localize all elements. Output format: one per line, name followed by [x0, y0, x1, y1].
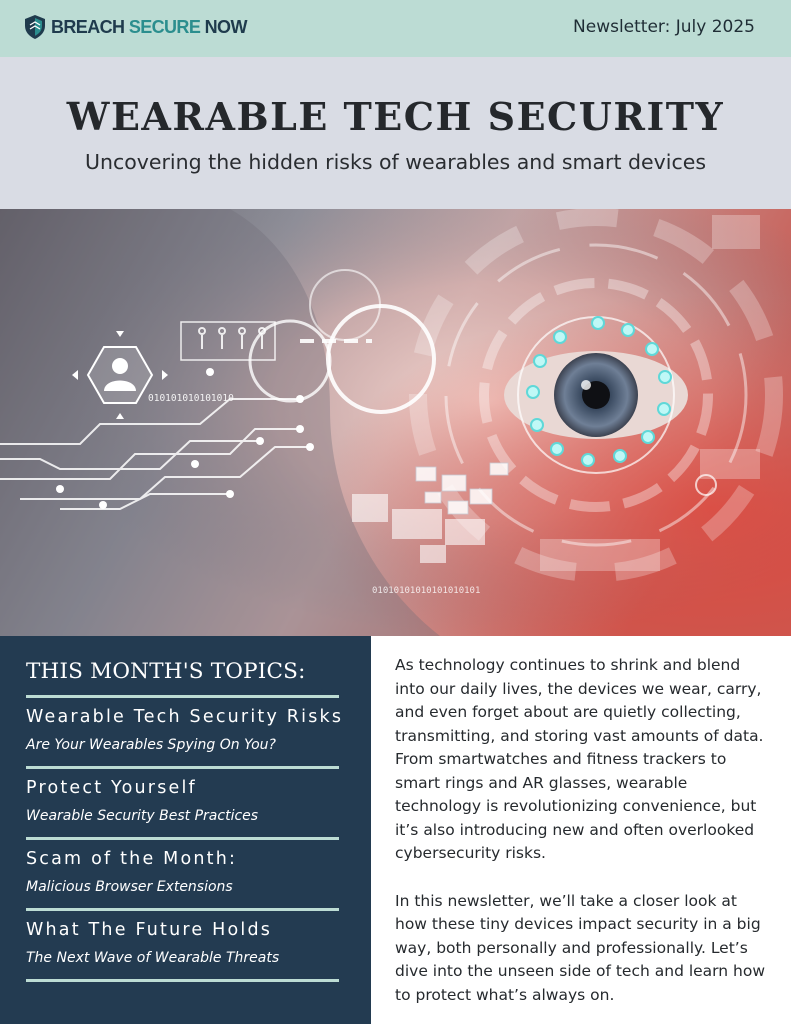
issue-date: Newsletter: July 2025 — [573, 17, 755, 37]
top-bar — [0, 0, 791, 57]
topic-title-4: What The Future Holds — [26, 920, 273, 940]
brand-word-2: SECURE — [128, 16, 201, 37]
intro-paragraph-1: As technology continues to shrink and blend into our daily lives, the devices we wear, carry, and even forget about are quietly collecting, transmitting, and storing vast amounts of data. From smartwatches and fitness trackers to smart rings and AR glasses, wearable technology is revolutionizing convenience, but it’s also introducing new and often overlooked cybersecurity risks. — [395, 656, 764, 862]
brand-logo — [24, 14, 247, 40]
brand-word-3: NOW — [204, 16, 247, 37]
divider — [26, 908, 339, 911]
hero-image — [0, 209, 791, 636]
topic-subtitle-1: Are Your Wearables Spying On You? — [26, 737, 276, 753]
intro-text — [395, 654, 770, 1007]
topic-subtitle-3: Malicious Browser Extensions — [26, 879, 233, 895]
topic-subtitle-2: Wearable Security Best Practices — [26, 808, 259, 824]
brand-word-1: BREACH — [51, 16, 125, 37]
page-subtitle: Uncovering the hidden risks of wearables and smart devices — [84, 150, 707, 174]
divider — [26, 837, 339, 840]
intro-paragraph-2: In this newsletter, we’ll take a closer look at how these tiny devices impact security in a big way, both personally and professionally. Let’s dive into the unseen side of tech and learn how to protect what’s always on. — [395, 891, 766, 1004]
binary-text-2: 01010101010101010101 — [372, 586, 481, 596]
binary-text-1: 010101010101010 — [148, 393, 234, 404]
eye-highlight — [581, 380, 591, 390]
page-title: WEARABLE TECH SECURITY — [66, 94, 725, 139]
topic-title-3: Scam of the Month: — [26, 849, 238, 869]
divider — [26, 695, 339, 698]
topic-title-2: Protect Yourself — [26, 778, 197, 798]
hero-banner — [0, 57, 791, 209]
divider — [26, 766, 339, 769]
shield-icon — [24, 14, 46, 40]
topics-sidebar — [0, 636, 371, 1024]
brand-name — [51, 17, 247, 38]
topic-title-1: Wearable Tech Security Risks — [26, 707, 344, 727]
topics-heading: THIS MONTH'S TOPICS: — [26, 659, 306, 684]
divider — [26, 979, 339, 982]
topic-subtitle-4: The Next Wave of Wearable Threats — [26, 950, 280, 966]
